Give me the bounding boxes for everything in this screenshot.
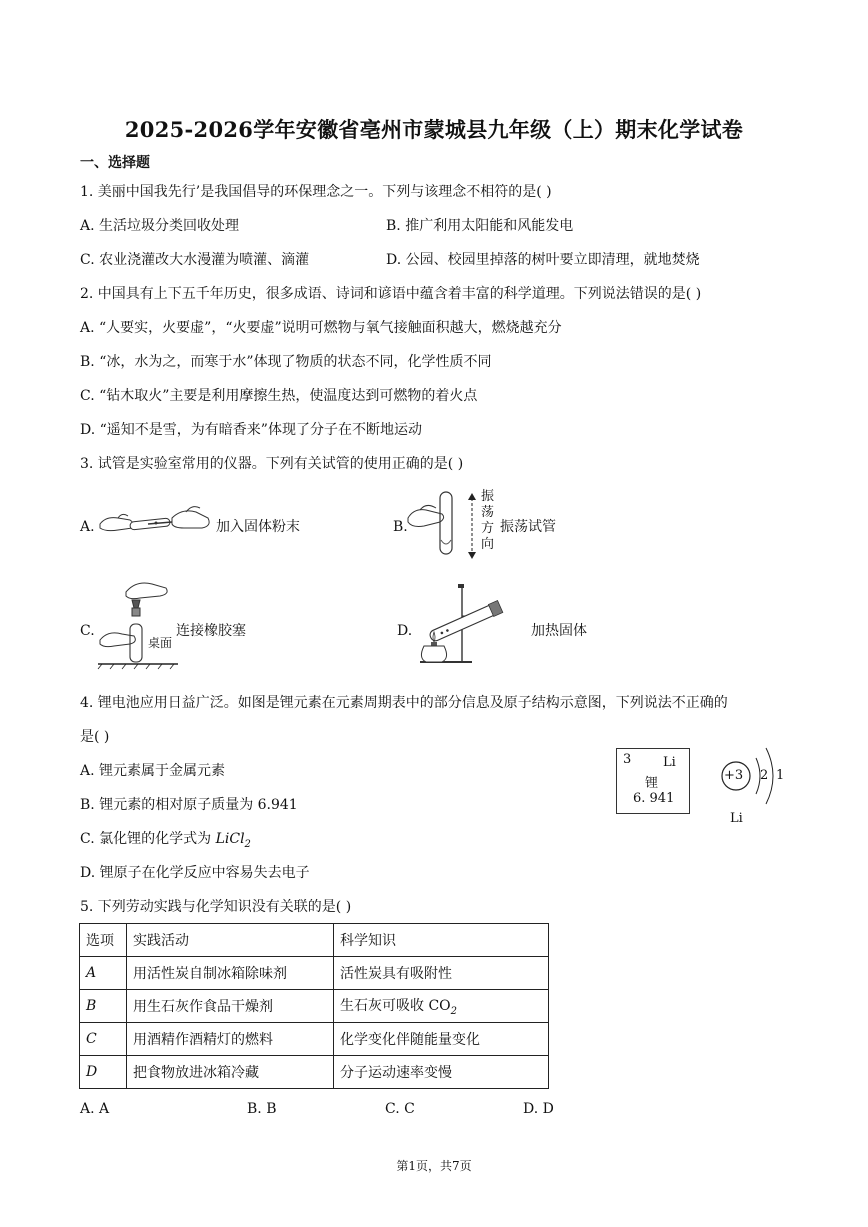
table-row: [80, 957, 549, 990]
q4-stem-line2: 是( ): [80, 729, 110, 745]
table-cell-option: D: [80, 1056, 127, 1089]
q2-option-b[interactable]: B. “冰，水为之，而寒于水”体现了物质的状态不同，化学性质不同: [80, 354, 492, 370]
table-cell-option: A: [80, 957, 127, 990]
shake-label-char: 向: [481, 537, 495, 552]
q1-option-b[interactable]: B. 推广利用太阳能和风能发电: [386, 218, 574, 234]
q3-option-c-letter[interactable]: C.: [80, 623, 95, 639]
table-cell-activity: 把食物放进冰箱冷藏: [127, 1056, 334, 1089]
q4-option-c-text: C. 氯化锂的化学式为: [80, 831, 216, 847]
table-header-cell: 科学知识: [334, 924, 549, 957]
nucleus-charge: +3: [724, 768, 744, 783]
q3-option-a-caption: 加入固体粉末: [216, 519, 300, 535]
element-name: 锂: [645, 776, 659, 791]
q5-table: [79, 923, 549, 1089]
table-cell-option: C: [80, 1023, 127, 1056]
section-heading: 一、选择题: [80, 155, 150, 171]
table-cell-knowledge: [334, 957, 549, 990]
table-surface-label: 桌面: [148, 636, 173, 650]
atom-diagram-label: Li: [730, 811, 743, 826]
formula-subscript: 2: [244, 838, 251, 850]
q3-stem: 3. 试管是实验室常用的仪器。下列有关试管的使用正确的是( ): [80, 456, 464, 472]
q4-option-a[interactable]: A. 锂元素属于金属元素: [80, 763, 226, 779]
connecting-stopper-illustration: [96, 578, 180, 670]
licl2-formula: LiCl: [215, 831, 245, 847]
q4-stem-line1: 4. 锂电池应用日益广泛。如图是锂元素在元素周期表中的部分信息及原子结构示意图，下列说法不正确的: [80, 695, 728, 711]
shake-label-char: 方: [481, 521, 495, 536]
formula-subscript: 2: [450, 1005, 458, 1017]
element-tile-lithium: [616, 748, 690, 814]
table-row: [80, 990, 549, 1023]
table-cell-knowledge: [334, 1023, 549, 1056]
table-cell-knowledge: [334, 990, 549, 1023]
shake-label-char: 振: [481, 489, 495, 504]
q5-stem: 5. 下列劳动实践与化学知识没有关联的是( ): [80, 899, 352, 915]
q4-option-d[interactable]: D. 锂原子在化学反应中容易失去电子: [80, 865, 310, 881]
q3-option-b-letter[interactable]: B.: [393, 519, 408, 535]
q1-option-a[interactable]: A. 生活垃圾分类回收处理: [80, 218, 240, 234]
table-header-cell: 选项: [80, 924, 127, 957]
shake-direction-label: [481, 489, 497, 553]
atomic-mass: 6. 941: [633, 791, 675, 806]
shake-direction-arrow-icon: [466, 492, 478, 560]
hand-adding-powder-illustration: [96, 498, 214, 548]
table-cell-activity: 用酒精作酒精灯的燃料: [127, 1023, 334, 1056]
atomic-number: 3: [623, 752, 632, 767]
heating-solid-illustration: [414, 582, 510, 672]
table-cell-activity: 用活性炭自制冰箱除味剂: [127, 957, 334, 990]
table-row: [80, 1056, 549, 1089]
inner-shell-electrons: 2: [760, 768, 769, 783]
q3-option-b-caption: 振荡试管: [500, 519, 556, 535]
knowledge-text: 分子运动速率变慢: [340, 1065, 452, 1081]
table-header-row: [80, 924, 549, 957]
q2-option-c[interactable]: C. “钻木取火”主要是利用摩擦生热，使温度达到可燃物的着火点: [80, 388, 478, 404]
knowledge-text: 生石灰可吸收 CO: [340, 998, 451, 1015]
q3-option-c-caption: 连接橡胶塞: [176, 623, 246, 639]
table-header-cell: 实践活动: [127, 924, 334, 957]
page-footer: 第1页，共7页: [396, 1159, 472, 1173]
table-row: [80, 1023, 549, 1056]
knowledge-text: 活性炭具有吸附性: [340, 966, 452, 982]
q3-option-d-letter[interactable]: D.: [397, 623, 413, 639]
outer-shell-electrons: 1: [776, 768, 785, 783]
table-cell-activity: 用生石灰作食品干燥剂: [127, 990, 334, 1023]
q4-option-b[interactable]: B. 锂元素的相对原子质量为 6.941: [80, 797, 298, 813]
page-title: 2025-2026学年安徽省亳州市蒙城县九年级（上）期末化学试卷: [124, 117, 744, 142]
q3-option-a-letter[interactable]: A.: [80, 519, 95, 535]
q1-option-c[interactable]: C. 农业浇灌改大水漫灌为喷灌、滴灌: [80, 252, 310, 268]
q2-option-a[interactable]: A. “人要实，火要虚”，“火要虚”说明可燃物与氧气接触面积越大，燃烧越充分: [80, 320, 562, 336]
q5-answer-a[interactable]: A. A: [80, 1101, 110, 1117]
knowledge-text: 化学变化伴随能量变化: [340, 1032, 480, 1048]
table-cell-knowledge: [334, 1056, 549, 1089]
q1-stem: 1. 美丽中国我先行’是我国倡导的环保理念之一。下列与该理念不相符的是( ): [80, 184, 552, 200]
element-symbol: Li: [663, 755, 676, 770]
q5-answer-d[interactable]: D. D: [523, 1101, 554, 1117]
q4-option-c[interactable]: [80, 830, 251, 854]
table-cell-option: B: [80, 990, 127, 1023]
q2-option-d[interactable]: D. “遥知不是雪，为有暗香来”体现了分子在不断地运动: [80, 422, 422, 438]
q5-answer-c[interactable]: C. C: [385, 1101, 415, 1117]
q3-option-d-caption: 加热固体: [531, 623, 587, 639]
shake-label-char: 荡: [481, 505, 495, 520]
q5-answer-b[interactable]: B. B: [247, 1101, 277, 1117]
shaking-test-tube-illustration: [406, 488, 466, 560]
q2-stem: 2. 中国具有上下五千年历史，很多成语、诗词和谚语中蕴含着丰富的科学道理。下列说法错误的是( ): [80, 286, 702, 302]
q1-option-d[interactable]: D. 公园、校园里掉落的树叶要立即清理，就地焚烧: [386, 252, 700, 268]
